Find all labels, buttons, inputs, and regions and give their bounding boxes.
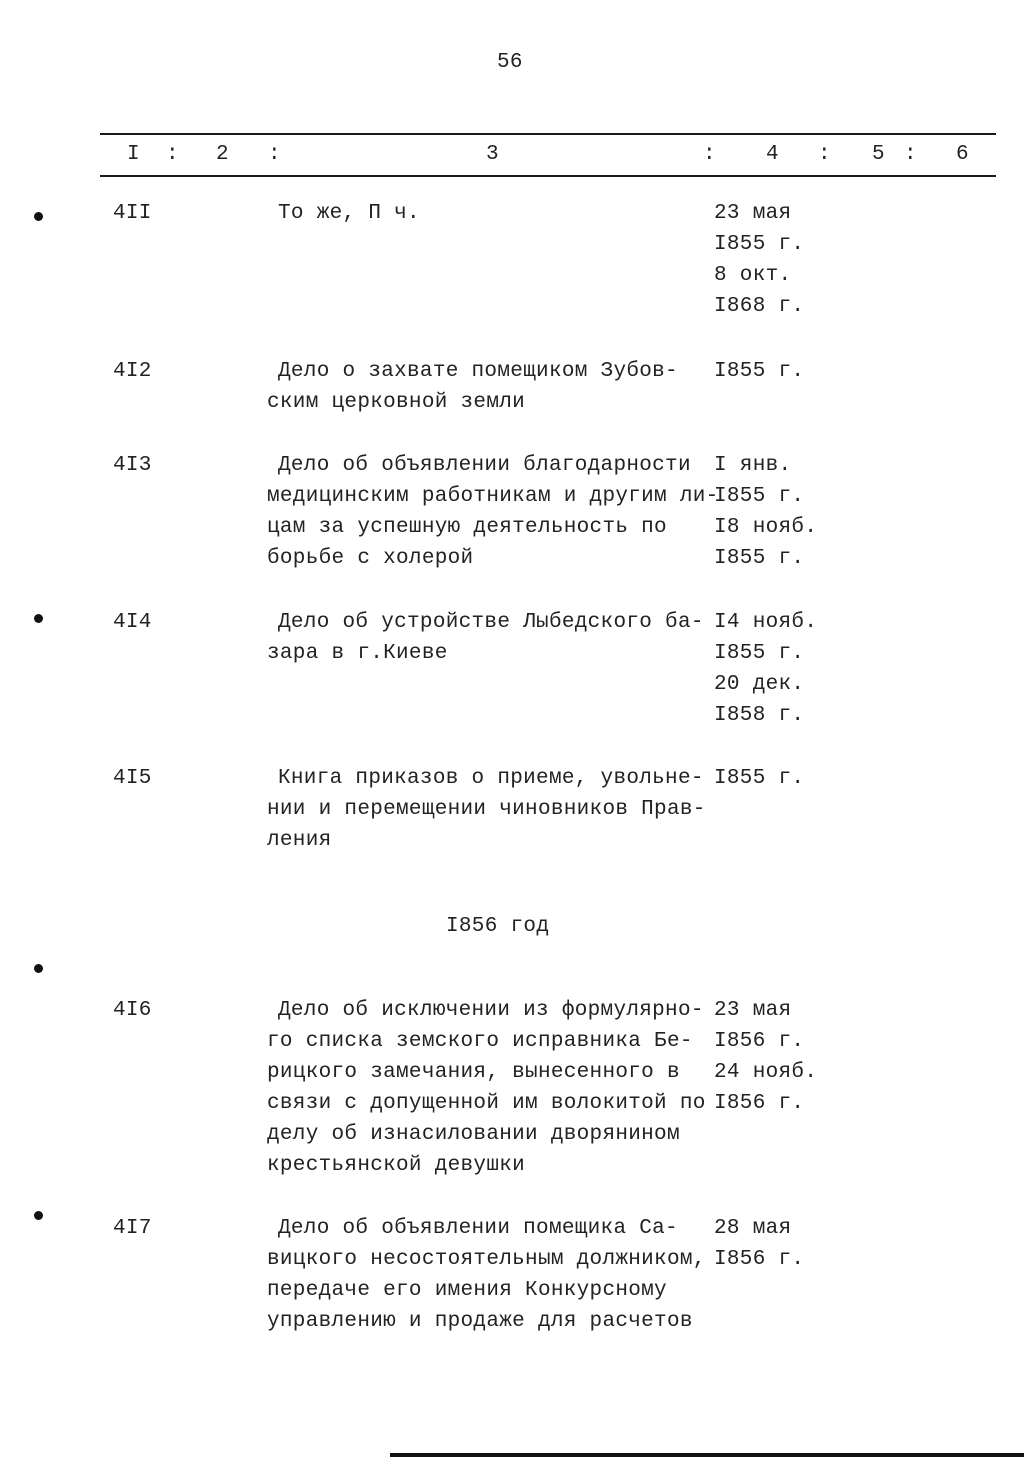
date-line: 8 окт. [714, 264, 792, 287]
description-line: го списка земского исправника Бе- [267, 1030, 693, 1053]
entry-number: 4I2 [113, 360, 152, 383]
description-line: вицкого несостоятельным должником, [267, 1248, 706, 1271]
description-line: То же, П ч. [278, 202, 420, 225]
entry-number: 4I7 [113, 1217, 152, 1240]
entry-dates [714, 356, 804, 387]
col-2-header: 2 [216, 143, 229, 166]
date-line: I4 нояб. [714, 611, 818, 634]
col-sep: : [703, 143, 716, 166]
description-line: Дело об объявлении помещика Са- [278, 1217, 678, 1240]
description-line: цам за успешную деятельность по [267, 516, 667, 539]
description-line: Дело об объявлении благодарности [278, 454, 691, 477]
description-line: медицинским работникам и другим ли- [267, 485, 719, 508]
col-sep: : [818, 143, 831, 166]
entry-dates [714, 450, 817, 574]
date-line: I855 г. [714, 233, 805, 256]
date-line: I855 г. [714, 547, 805, 570]
date-line: 28 мая [714, 1217, 792, 1240]
entry-description [267, 450, 719, 574]
date-line: I856 г. [714, 1092, 805, 1115]
page-number: 56 [497, 51, 523, 74]
col-sep: : [268, 143, 281, 166]
description-line: ления [267, 829, 332, 852]
date-line: I855 г. [714, 767, 805, 790]
date-line: 23 мая [714, 999, 792, 1022]
punch-hole-mark [34, 212, 43, 221]
date-line: I855 г. [714, 642, 805, 665]
entry-number: 4I4 [113, 611, 152, 634]
description-line: Дело о захвате помещиком Зубов- [278, 360, 678, 383]
description-line: зара в г.Киеве [267, 642, 448, 665]
description-line: борьбе с холерой [267, 547, 474, 570]
col-3-header: 3 [486, 143, 499, 166]
entry-dates [714, 763, 804, 794]
date-line: 24 нояб. [714, 1061, 818, 1084]
entry-description [267, 995, 706, 1181]
punch-hole-mark [34, 964, 43, 973]
entry-number: 4I5 [113, 767, 152, 790]
entry-description [267, 198, 420, 229]
description-line: делу об изнасиловании дворянином [267, 1123, 680, 1146]
description-line: рицкого замечания, вынесенного в [267, 1061, 680, 1084]
description-line: нии и перемещении чиновников Прав- [267, 798, 706, 821]
punch-hole-mark [34, 614, 43, 623]
entry-number: 4I6 [113, 999, 152, 1022]
description-line: Дело об устройстве Лыбедского ба- [278, 611, 704, 634]
description-line: крестьянской девушки [267, 1154, 526, 1177]
entry-description [267, 607, 704, 669]
description-line: Книга приказов о приеме, увольне- [278, 767, 704, 790]
date-line: I858 г. [714, 704, 805, 727]
scan-edge [390, 1453, 1024, 1457]
entry-description [267, 356, 678, 418]
description-line: передаче его имения Конкурсному [267, 1279, 667, 1302]
col-4-header: 4 [766, 143, 779, 166]
col-6-header: 6 [956, 143, 969, 166]
year-heading: I856 год [446, 915, 550, 938]
description-line: ским церковной земли [267, 391, 526, 414]
date-line: I855 г. [714, 485, 805, 508]
col-5-header: 5 [872, 143, 885, 166]
date-line: I856 г. [714, 1248, 805, 1271]
date-line: I856 г. [714, 1030, 805, 1053]
entry-description [267, 763, 706, 856]
punch-hole-mark [34, 1211, 43, 1220]
header-top-rule [100, 133, 996, 135]
description-line: связи с допущенной им волокитой по [267, 1092, 706, 1115]
date-line: I855 г. [714, 360, 805, 383]
date-line: 20 дек. [714, 673, 805, 696]
col-sep: : [166, 143, 179, 166]
entry-number: 4I3 [113, 454, 152, 477]
date-line: 23 мая [714, 202, 792, 225]
entry-dates [714, 995, 817, 1119]
entry-dates [714, 1213, 804, 1275]
date-line: I янв. [714, 454, 792, 477]
entry-dates [714, 607, 817, 731]
entry-number: 4II [113, 202, 152, 225]
description-line: Дело об исключении из формулярно- [278, 999, 704, 1022]
col-1-header: I [127, 143, 140, 166]
entry-dates [714, 198, 804, 322]
header-bottom-rule [100, 175, 996, 177]
date-line: I8 нояб. [714, 516, 818, 539]
entry-description [267, 1213, 706, 1337]
col-sep: : [904, 143, 917, 166]
description-line: управлению и продаже для расчетов [267, 1310, 693, 1333]
date-line: I868 г. [714, 295, 805, 318]
